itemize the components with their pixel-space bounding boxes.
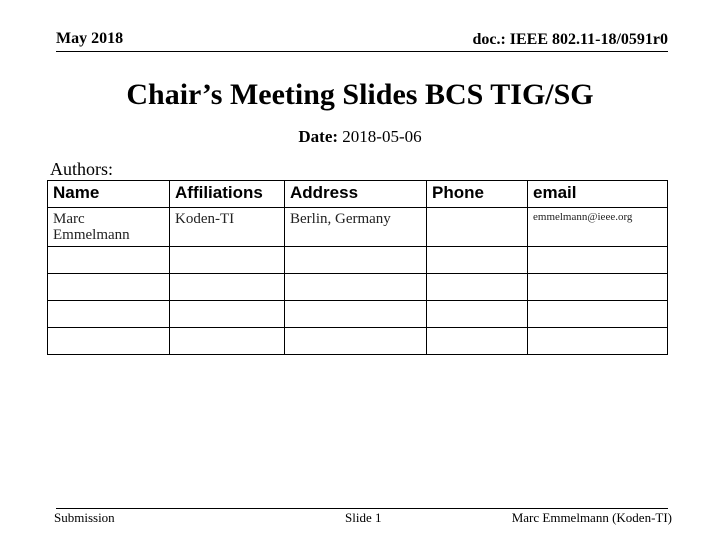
cell-affiliation: [170, 247, 285, 274]
cell-phone: [427, 247, 528, 274]
header-divider: [56, 51, 668, 52]
column-header-email: email: [528, 181, 668, 208]
header-date: May 2018: [56, 30, 124, 47]
cell-affiliation: Koden-TI: [170, 208, 285, 247]
cell-phone: [427, 328, 528, 355]
footer-author: Marc Emmelmann (Koden-TI): [511, 510, 672, 525]
cell-address: [285, 301, 427, 328]
table-row: [48, 274, 668, 301]
cell-email: [528, 247, 668, 274]
date-line: [0, 127, 720, 147]
table-row: [48, 247, 668, 274]
cell-affiliation: [170, 301, 285, 328]
authors-label: Authors:: [50, 159, 113, 179]
cell-email: emmelmann@ieee.org: [528, 208, 668, 247]
footer-divider: [56, 508, 668, 509]
cell-name: [48, 247, 170, 274]
cell-name: Marc Emmelmann: [48, 208, 170, 247]
cell-email: [528, 301, 668, 328]
cell-name: [48, 274, 170, 301]
footer-slide-number: Slide 1: [345, 510, 382, 525]
column-header-name: Name: [48, 181, 170, 208]
slide-title: Chair’s Meeting Slides BCS TIG/SG: [126, 78, 594, 111]
cell-address: [285, 247, 427, 274]
cell-affiliation: [170, 274, 285, 301]
table-header-row: [48, 181, 668, 208]
cell-address: [285, 328, 427, 355]
date-label: Date:: [298, 127, 339, 146]
table-row: [48, 328, 668, 355]
cell-affiliation: [170, 328, 285, 355]
table-row: [48, 208, 668, 247]
cell-phone: [427, 301, 528, 328]
cell-address: Berlin, Germany: [285, 208, 427, 247]
column-header-address: Address: [285, 181, 427, 208]
column-header-affiliations: Affiliations: [170, 181, 285, 208]
cell-email: [528, 328, 668, 355]
cell-phone: [427, 208, 528, 247]
cell-address: [285, 274, 427, 301]
cell-name: [48, 328, 170, 355]
cell-name: [48, 301, 170, 328]
table-row: [48, 301, 668, 328]
cell-phone: [427, 274, 528, 301]
column-header-phone: Phone: [427, 181, 528, 208]
footer-submission: Submission: [54, 510, 115, 525]
date-value: 2018-05-06: [342, 127, 422, 146]
header-doc-id: doc.: IEEE 802.11-18/0591r0: [472, 31, 668, 48]
authors-table: [47, 180, 668, 355]
cell-email: [528, 274, 668, 301]
